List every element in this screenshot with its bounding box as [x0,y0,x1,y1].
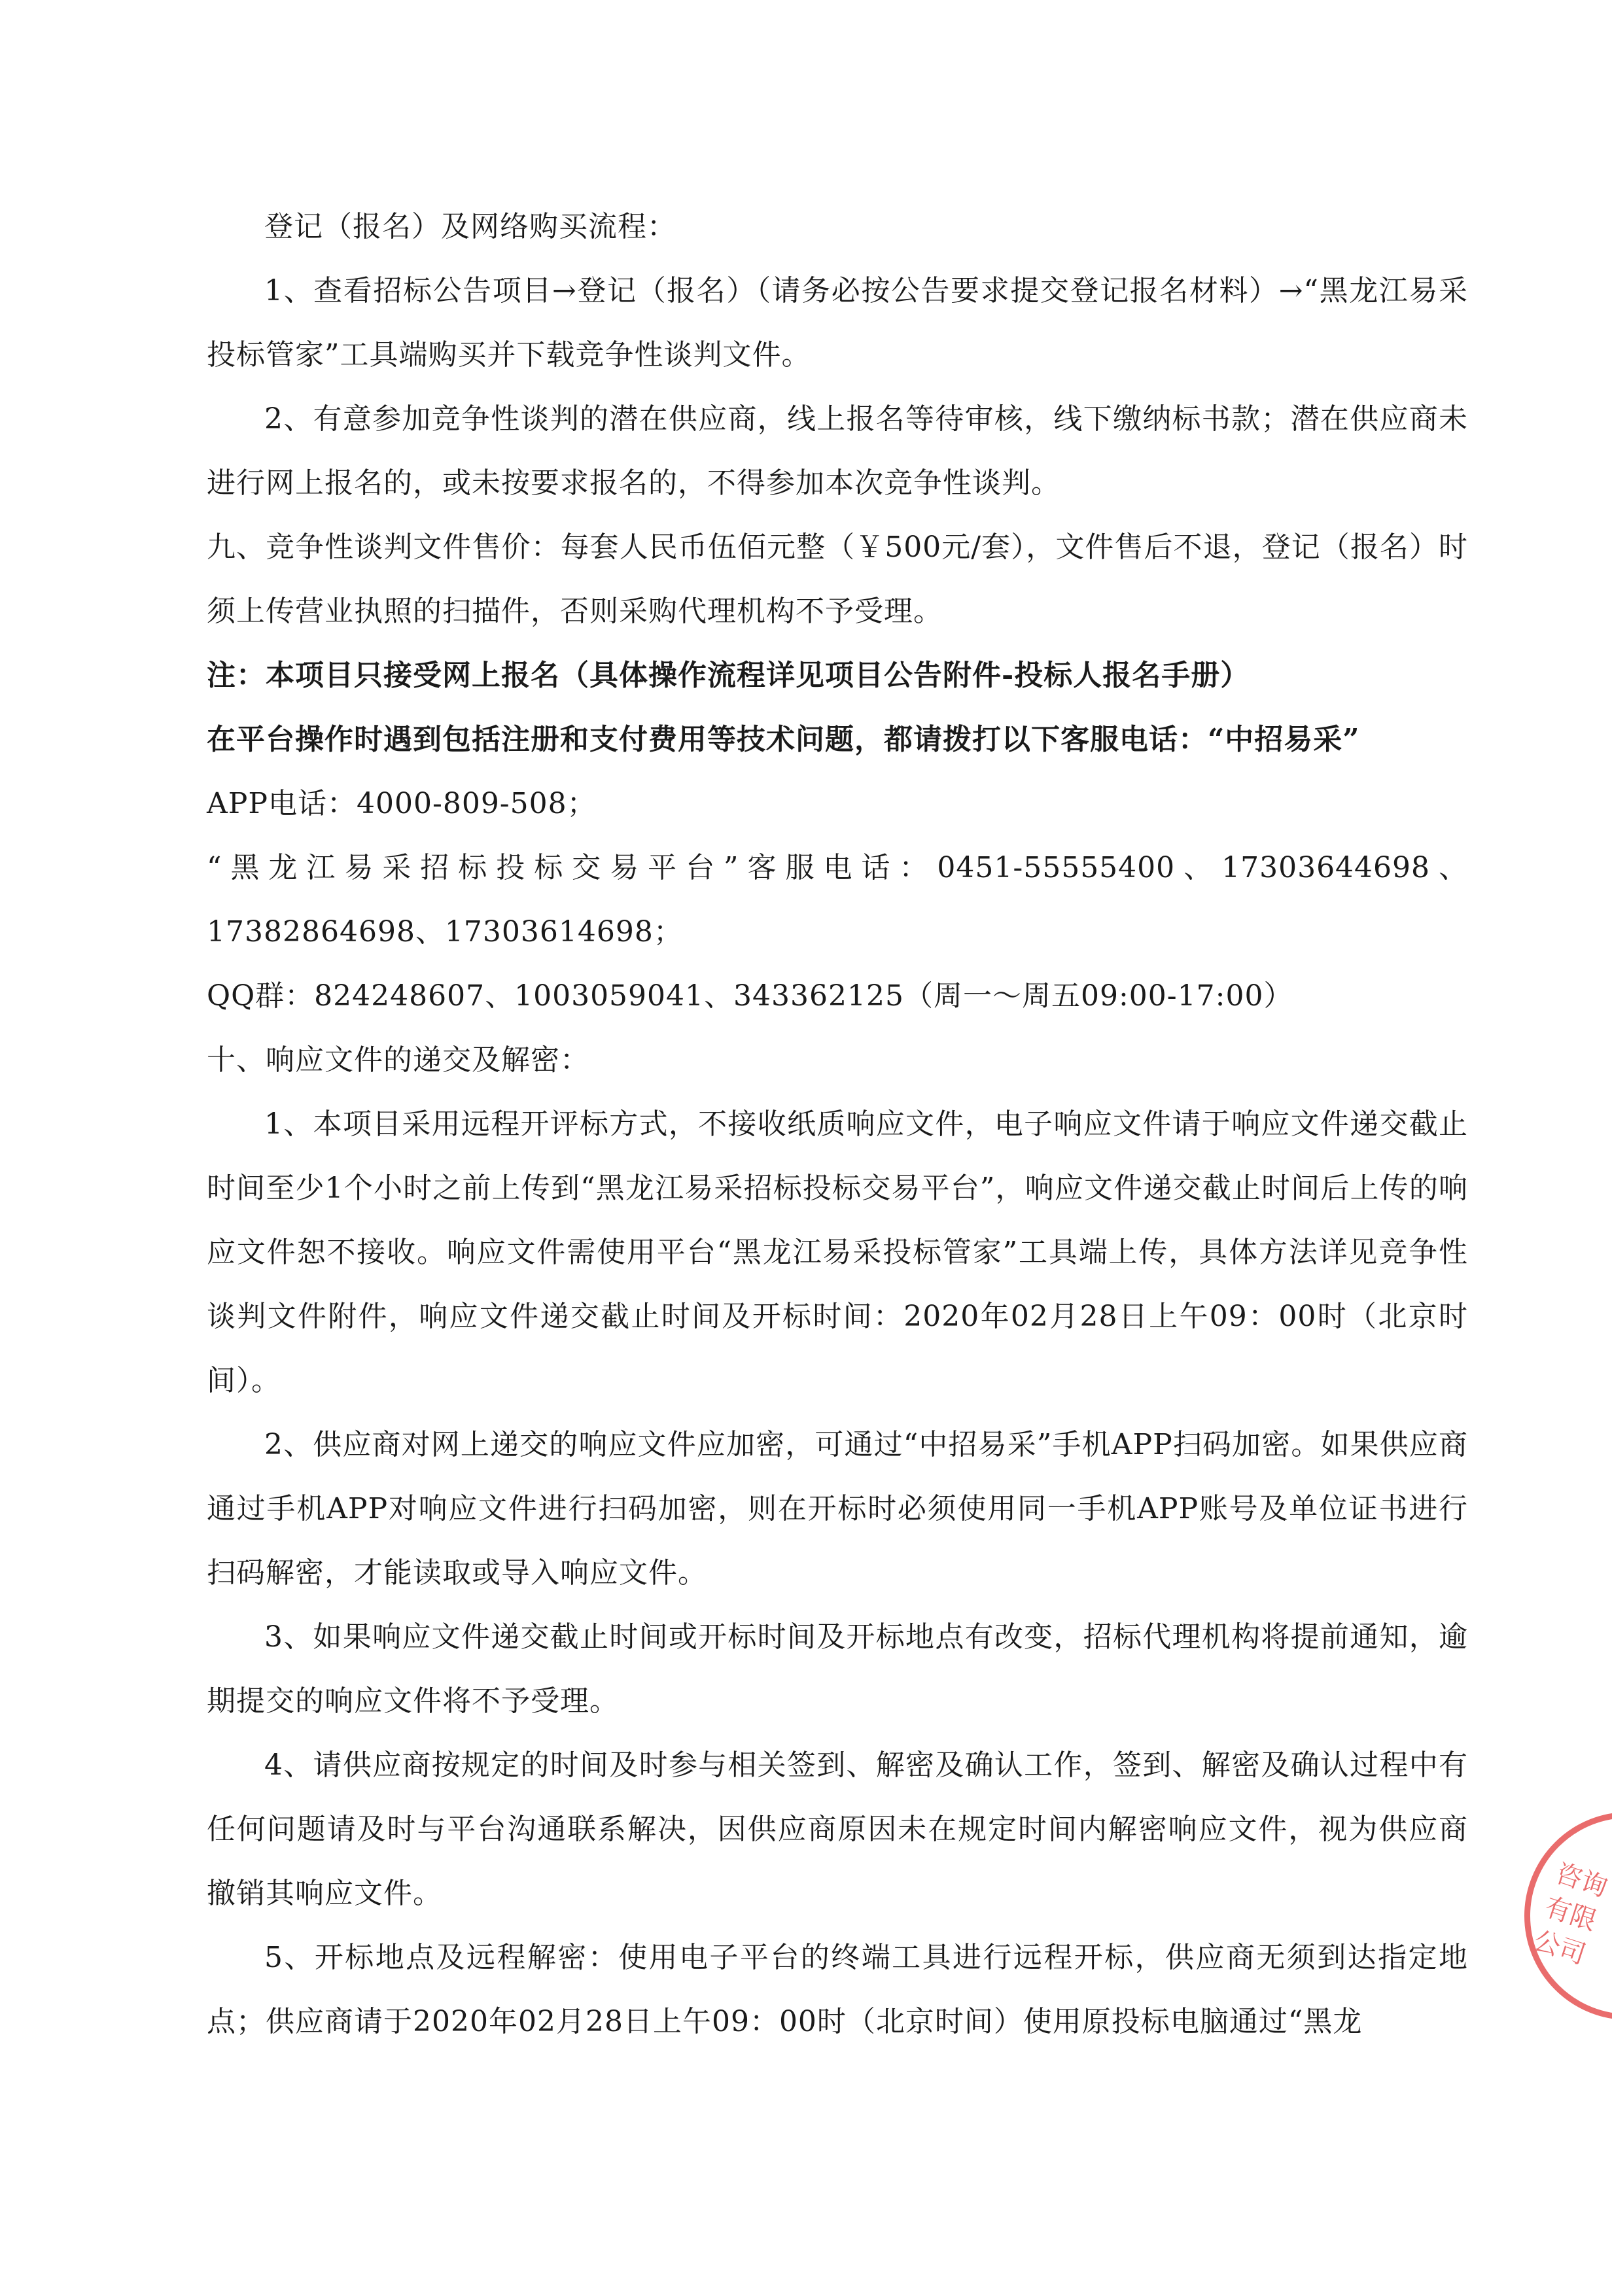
section-10-item-5: 5、开标地点及远程解密：使用电子平台的终端工具进行远程开标，供应商无须到达指定地点；供应商请于2020年02月28日上午09：00时（北京时间）使用原投标电脑通过“黑龙 [207,1941,1468,2038]
section-10-item-2: 2、供应商对网上递交的响应文件应加密，可通过“中招易采”手机APP扫码加密。如果供应商通过手机APP对响应文件进行扫码加密，则在开标时必须使用同一手机APP账号及单位证书进行扫码解密，才能读取或导入响应文件。 [207,1428,1468,1590]
process-heading: 登记（报名）及网络购买流程： [264,210,676,243]
section-10-item-1: 1、本项目采用远程开评标方式，不接收纸质响应文件，电子响应文件请于响应文件递交截止时间至少1个小时之前上传到“黑龙江易采招标投标交易平台”，响应文件递交截止时间后上传的响应文件恕不接收。响应文件需使用平台“黑龙江易采投标管家”工具端上传，具体方法详见竞争性谈判文件附件，响应文件递交截止时间及开标时间：2020年02月28日上午09：00时（北京时间）。 [207,1107,1468,1397]
section-10-heading: 十、响应文件的递交及解密： [207,1043,589,1077]
section-10-item-3: 3、如果响应文件递交截止时间或开标时间及开标地点有改变，招标代理机构将提前通知，逾期提交的响应文件将不予受理。 [207,1620,1468,1718]
process-step-2: 2、有意参加竞争性谈判的潜在供应商，线上报名等待审核，线下缴纳标书款；潜在供应商未进行网上报名的，或未按要求报名的，不得参加本次竞争性谈判。 [207,402,1468,500]
document-body [207,195,1468,2054]
section-10-item-4: 4、请供应商按规定的时间及时参与相关签到、解密及确认工作，签到、解密及确认过程中有任何问题请及时与平台沟通联系解决，因供应商原因未在规定时间内解密响应文件，视为供应商撤销其响应文件。 [207,1748,1468,1910]
note-online-registration: 注：本项目只接受网上报名（具体操作流程详见项目公告附件-投标人报名手册） [207,659,1250,692]
tech-support-note: 在平台操作时遇到包括注册和支付费用等技术问题，都请拨打以下客服电话：“中招易采” [207,723,1360,756]
seal-text: 咨询有限公司 [1530,1858,1611,1970]
qq-groups: QQ群：824248607、1003059041、343362125（周一～周五09:00-17:00） [207,979,1293,1013]
platform-phone: “黑龙江易采招标投标交易平台”客服电话：0451-55555400、17303644698、17382864698、17303614698； [207,851,1468,948]
app-phone: APP电话：4000-809-508； [207,787,597,820]
section-9-price: 九、竞争性谈判文件售价：每套人民币伍佰元整（￥500元/套），文件售后不退，登记（报名）时须上传营业执照的扫描件，否则采购代理机构不予受理。 [207,531,1468,628]
process-step-1: 1、查看招标公告项目→登记（报名）（请务必按公告要求提交登记报名材料）→“黑龙江易采投标管家”工具端购买并下载竞争性谈判文件。 [207,274,1468,372]
